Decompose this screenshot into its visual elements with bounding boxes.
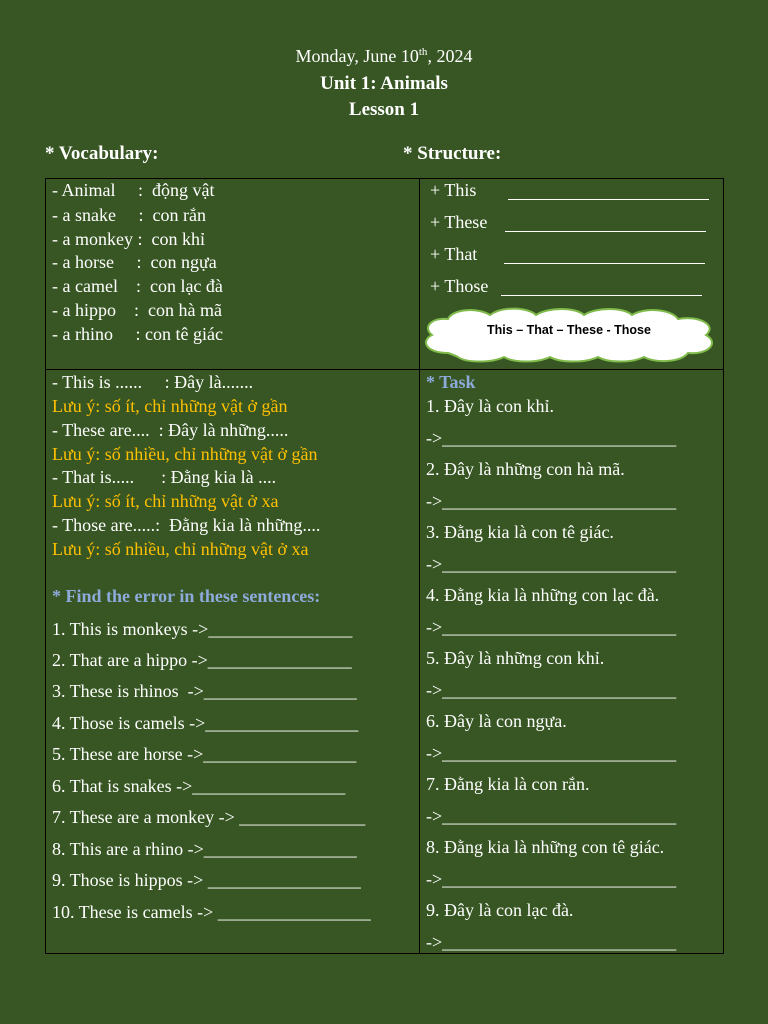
note-hint: Lưu ý: số nhiều, chỉ những vật ở xa: [52, 539, 309, 559]
find-error-item: 2. That are a hippo ->________________: [52, 650, 352, 670]
vocab-item: - Animal : động vật: [52, 180, 215, 200]
structure-blank: [508, 185, 709, 200]
task-answer-line: ->__________________________: [426, 617, 677, 637]
cloud-label: This – That – These - Those: [487, 323, 651, 337]
note-line: - These are.... : Đây là những.....: [52, 420, 289, 440]
find-error-item: 6. That is snakes ->_________________: [52, 776, 346, 796]
task-item: 6. Đây là con ngựa.: [426, 711, 567, 731]
task-item: 7. Đằng kia là con rắn.: [426, 774, 590, 794]
structure-item-this: + This: [430, 180, 477, 200]
find-error-item: 10. These is camels -> _________________: [52, 902, 371, 922]
task-answer-line: ->__________________________: [426, 491, 677, 511]
find-error-item: 7. These are a monkey -> ______________: [52, 807, 366, 827]
vocab-item: - a rhino : con tê giác: [52, 324, 223, 344]
vocab-item: - a snake : con rắn: [52, 205, 206, 225]
lesson-title: Lesson 1: [348, 99, 420, 120]
note-line: - That is..... : Đằng kia là ....: [52, 467, 277, 487]
task-item: 4. Đằng kia là những con lạc đà.: [426, 585, 660, 605]
task-item: 9. Đây là con lạc đà.: [426, 900, 574, 920]
vocab-item: - a horse : con ngựa: [52, 252, 217, 272]
date-line: [0, 46, 768, 67]
task-answer-line: ->__________________________: [426, 428, 677, 448]
structure-blank: [501, 281, 702, 296]
note-hint: Lưu ý: số ít, chỉ những vật ở xa: [52, 491, 279, 511]
note-hint: Lưu ý: số nhiều, chỉ những vật ở gần: [52, 444, 318, 464]
structure-blank: [505, 217, 706, 232]
note-line: - Those are.....: Đằng kia là những....: [52, 515, 321, 535]
vocab-item: - a hippo : con hà mã: [52, 300, 222, 320]
vocab-item: - a monkey : con khỉ: [52, 229, 205, 249]
task-answer-line: ->__________________________: [426, 932, 677, 952]
task-item: 5. Đây là những con khỉ.: [426, 648, 605, 668]
task-item: 3. Đằng kia là con tê giác.: [426, 522, 614, 542]
note-line: - This is ...... : Đây là.......: [52, 372, 254, 392]
date-prefix: Monday, June 10: [295, 46, 419, 66]
find-error-item: 1. This is monkeys ->________________: [52, 619, 353, 639]
find-error-item: 5. These are horse ->_________________: [52, 744, 357, 764]
structure-item-that: + That: [430, 244, 478, 264]
structure-label: * Structure:: [403, 143, 502, 164]
date-superscript: th: [418, 46, 428, 58]
task-title: * Task: [426, 372, 476, 392]
find-error-item: 3. These is rhinos ->_________________: [52, 681, 357, 701]
task-answer-line: ->__________________________: [426, 554, 677, 574]
task-item: 1. Đây là con khỉ.: [426, 396, 554, 416]
task-answer-line: ->__________________________: [426, 743, 677, 763]
date-suffix: , 2024: [427, 46, 473, 66]
column-divider: [419, 179, 420, 953]
find-error-item: 4. Those is camels ->_________________: [52, 713, 359, 733]
structure-item-these: + These: [430, 212, 488, 232]
find-error-item: 8. This are a rhino ->_________________: [52, 839, 357, 859]
task-answer-line: ->__________________________: [426, 680, 677, 700]
task-item: 2. Đây là những con hà mã.: [426, 459, 625, 479]
find-error-title: * Find the error in these sentences:: [52, 586, 321, 606]
task-item: 8. Đằng kia là những con tê giác.: [426, 837, 665, 857]
worksheet-table: [45, 178, 724, 954]
vocabulary-label: * Vocabulary:: [45, 143, 159, 164]
note-hint: Lưu ý: số ít, chỉ những vật ở gần: [52, 396, 288, 416]
structure-item-those: + Those: [430, 276, 489, 296]
vocab-item: - a camel : con lạc đà: [52, 276, 223, 296]
row-divider: [46, 369, 723, 370]
structure-blank: [504, 249, 705, 264]
find-error-item: 9. Those is hippos -> _________________: [52, 870, 361, 890]
task-answer-line: ->__________________________: [426, 869, 677, 889]
task-answer-line: ->__________________________: [426, 806, 677, 826]
unit-title: Unit 1: Animals: [320, 73, 448, 94]
